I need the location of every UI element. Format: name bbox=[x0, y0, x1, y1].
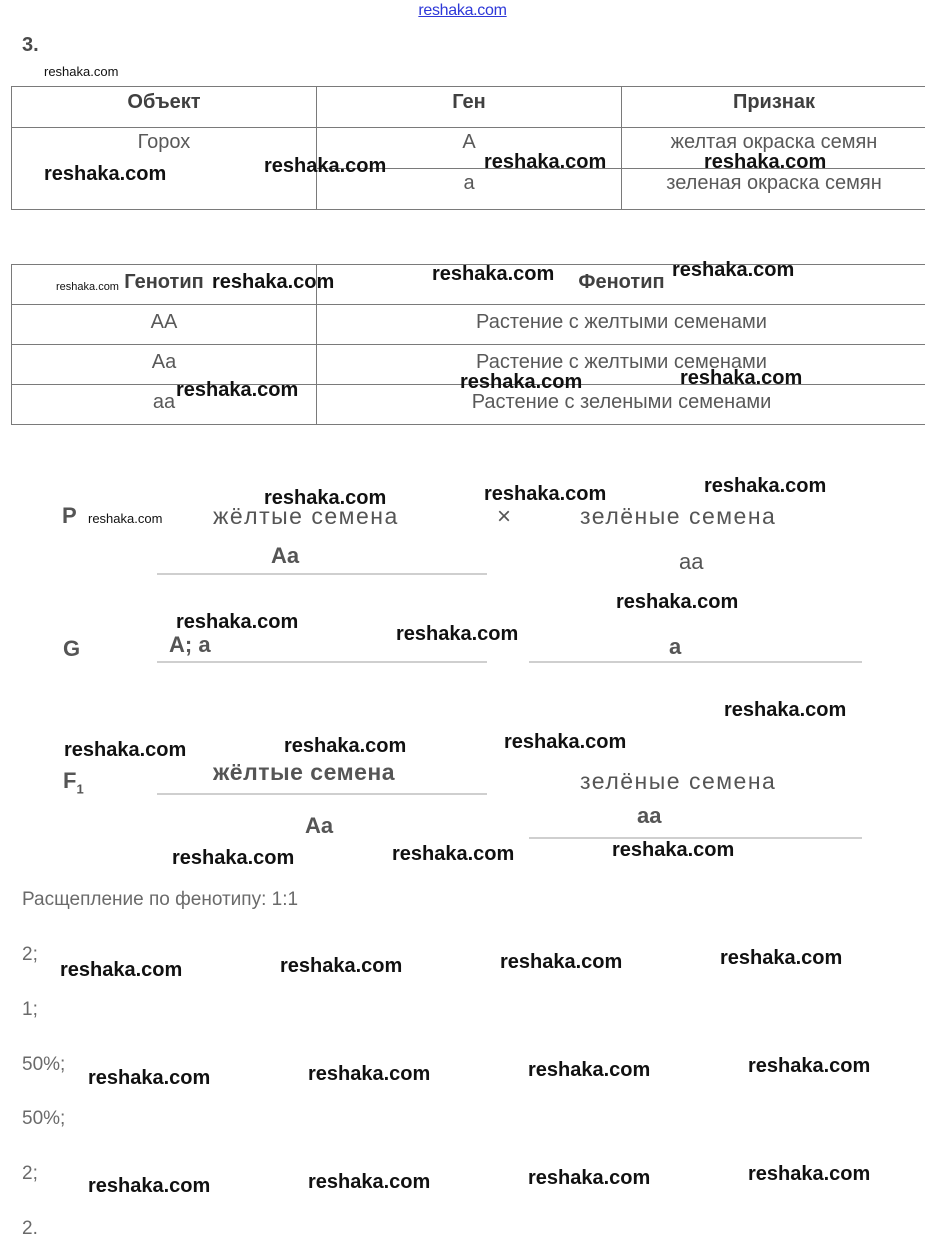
watermark: reshaka.com bbox=[704, 475, 827, 497]
watermark: reshaka.com bbox=[308, 1063, 431, 1085]
table-row bbox=[12, 305, 925, 345]
offspring2-phenotype: зелёные семена bbox=[580, 768, 777, 794]
watermark: reshaka.com bbox=[176, 611, 299, 633]
watermark: reshaka.com bbox=[460, 371, 583, 393]
site-link[interactable]: reshaka.com bbox=[418, 2, 507, 19]
gametes-parent1: A; a bbox=[169, 632, 211, 657]
object-cell: Горох bbox=[12, 128, 317, 210]
watermark: reshaka.com bbox=[528, 1059, 651, 1081]
divider-line bbox=[529, 661, 862, 663]
trait-dominant: желтая окраска семян bbox=[622, 128, 925, 169]
offspring2-genotype: aa bbox=[637, 803, 662, 828]
watermark: reshaka.com bbox=[44, 64, 119, 79]
header-gene: Ген bbox=[317, 87, 622, 128]
watermark: reshaka.com bbox=[704, 151, 827, 173]
divider-line bbox=[157, 661, 487, 663]
watermark: reshaka.com bbox=[172, 847, 295, 869]
phenotype-cell: Растение с желтыми семенами bbox=[317, 345, 925, 385]
watermark: reshaka.com bbox=[64, 739, 187, 761]
watermark: reshaka.com bbox=[612, 839, 735, 861]
offspring1-genotype: Aa bbox=[305, 813, 334, 838]
header-object: Объект bbox=[12, 87, 317, 128]
answer-line: 2; bbox=[22, 944, 38, 965]
watermark: reshaka.com bbox=[56, 281, 119, 293]
genotype-cell: aa bbox=[12, 385, 317, 425]
parent2-phenotype: зелёные семена bbox=[580, 503, 777, 529]
cross-symbol: × bbox=[497, 503, 513, 530]
phenotype-cell: Растение с зелеными семенами bbox=[317, 385, 925, 425]
phenotype-cell: Растение с желтыми семенами bbox=[317, 305, 925, 345]
gene-dominant: A bbox=[317, 128, 622, 169]
gene-recessive: a bbox=[317, 169, 622, 210]
gametes-parent2: a bbox=[669, 634, 682, 659]
watermark: reshaka.com bbox=[484, 151, 607, 173]
header-trait: Признак bbox=[622, 87, 925, 128]
watermark: reshaka.com bbox=[748, 1055, 871, 1077]
divider-line bbox=[157, 573, 487, 575]
trait-recessive: зеленая окраска семян bbox=[622, 169, 925, 210]
watermark: reshaka.com bbox=[504, 731, 627, 753]
task-number: 3. bbox=[22, 34, 39, 56]
watermark: reshaka.com bbox=[396, 623, 519, 645]
watermark: reshaka.com bbox=[484, 483, 607, 505]
watermark: reshaka.com bbox=[88, 1175, 211, 1197]
watermark: reshaka.com bbox=[616, 591, 739, 613]
parent2-genotype: aa bbox=[679, 549, 704, 574]
answer-line: 50%; bbox=[22, 1108, 66, 1129]
watermark: reshaka.com bbox=[680, 367, 803, 389]
watermark: reshaka.com bbox=[60, 959, 183, 981]
answer-line: 2; bbox=[22, 1163, 38, 1184]
watermark: reshaka.com bbox=[264, 155, 387, 177]
watermark: reshaka.com bbox=[264, 487, 387, 509]
watermark: reshaka.com bbox=[724, 699, 847, 721]
header-genotype: Генотип bbox=[12, 265, 317, 305]
watermark: reshaka.com bbox=[392, 843, 515, 865]
watermark: reshaka.com bbox=[88, 511, 163, 526]
watermark: reshaka.com bbox=[280, 955, 403, 977]
answer-line: 2. bbox=[22, 1218, 38, 1239]
gametes-label: G bbox=[63, 636, 81, 661]
parent1-phenotype: жёлтые семена bbox=[213, 503, 399, 529]
watermark: reshaka.com bbox=[44, 163, 167, 185]
phenotype-split: Расщепление по фенотипу: 1:1 bbox=[22, 889, 299, 910]
divider-line bbox=[157, 793, 487, 795]
watermark: reshaka.com bbox=[432, 263, 555, 285]
watermark: reshaka.com bbox=[720, 947, 843, 969]
offspring1-phenotype: жёлтые семена bbox=[213, 759, 396, 785]
watermark: reshaka.com bbox=[528, 1167, 651, 1189]
watermark: reshaka.com bbox=[672, 259, 795, 281]
watermark: reshaka.com bbox=[176, 379, 299, 401]
watermark: reshaka.com bbox=[308, 1171, 431, 1193]
parents-label: P bbox=[62, 503, 77, 528]
genotype-cell: AA bbox=[12, 305, 317, 345]
watermark: reshaka.com bbox=[500, 951, 623, 973]
gene-table bbox=[11, 86, 925, 210]
watermark: reshaka.com bbox=[212, 271, 335, 293]
answer-line: 50%; bbox=[22, 1054, 66, 1075]
header-phenotype: Фенотип bbox=[317, 265, 925, 305]
f1-label: $F_1$ bbox=[63, 768, 84, 797]
genotype-cell: Aa bbox=[12, 345, 317, 385]
answer-line: 1; bbox=[22, 999, 38, 1020]
parent1-genotype: Aa bbox=[271, 543, 300, 568]
watermark: reshaka.com bbox=[284, 735, 407, 757]
watermark: reshaka.com bbox=[748, 1163, 871, 1185]
watermark: reshaka.com bbox=[88, 1067, 211, 1089]
genotype-table bbox=[11, 264, 925, 425]
